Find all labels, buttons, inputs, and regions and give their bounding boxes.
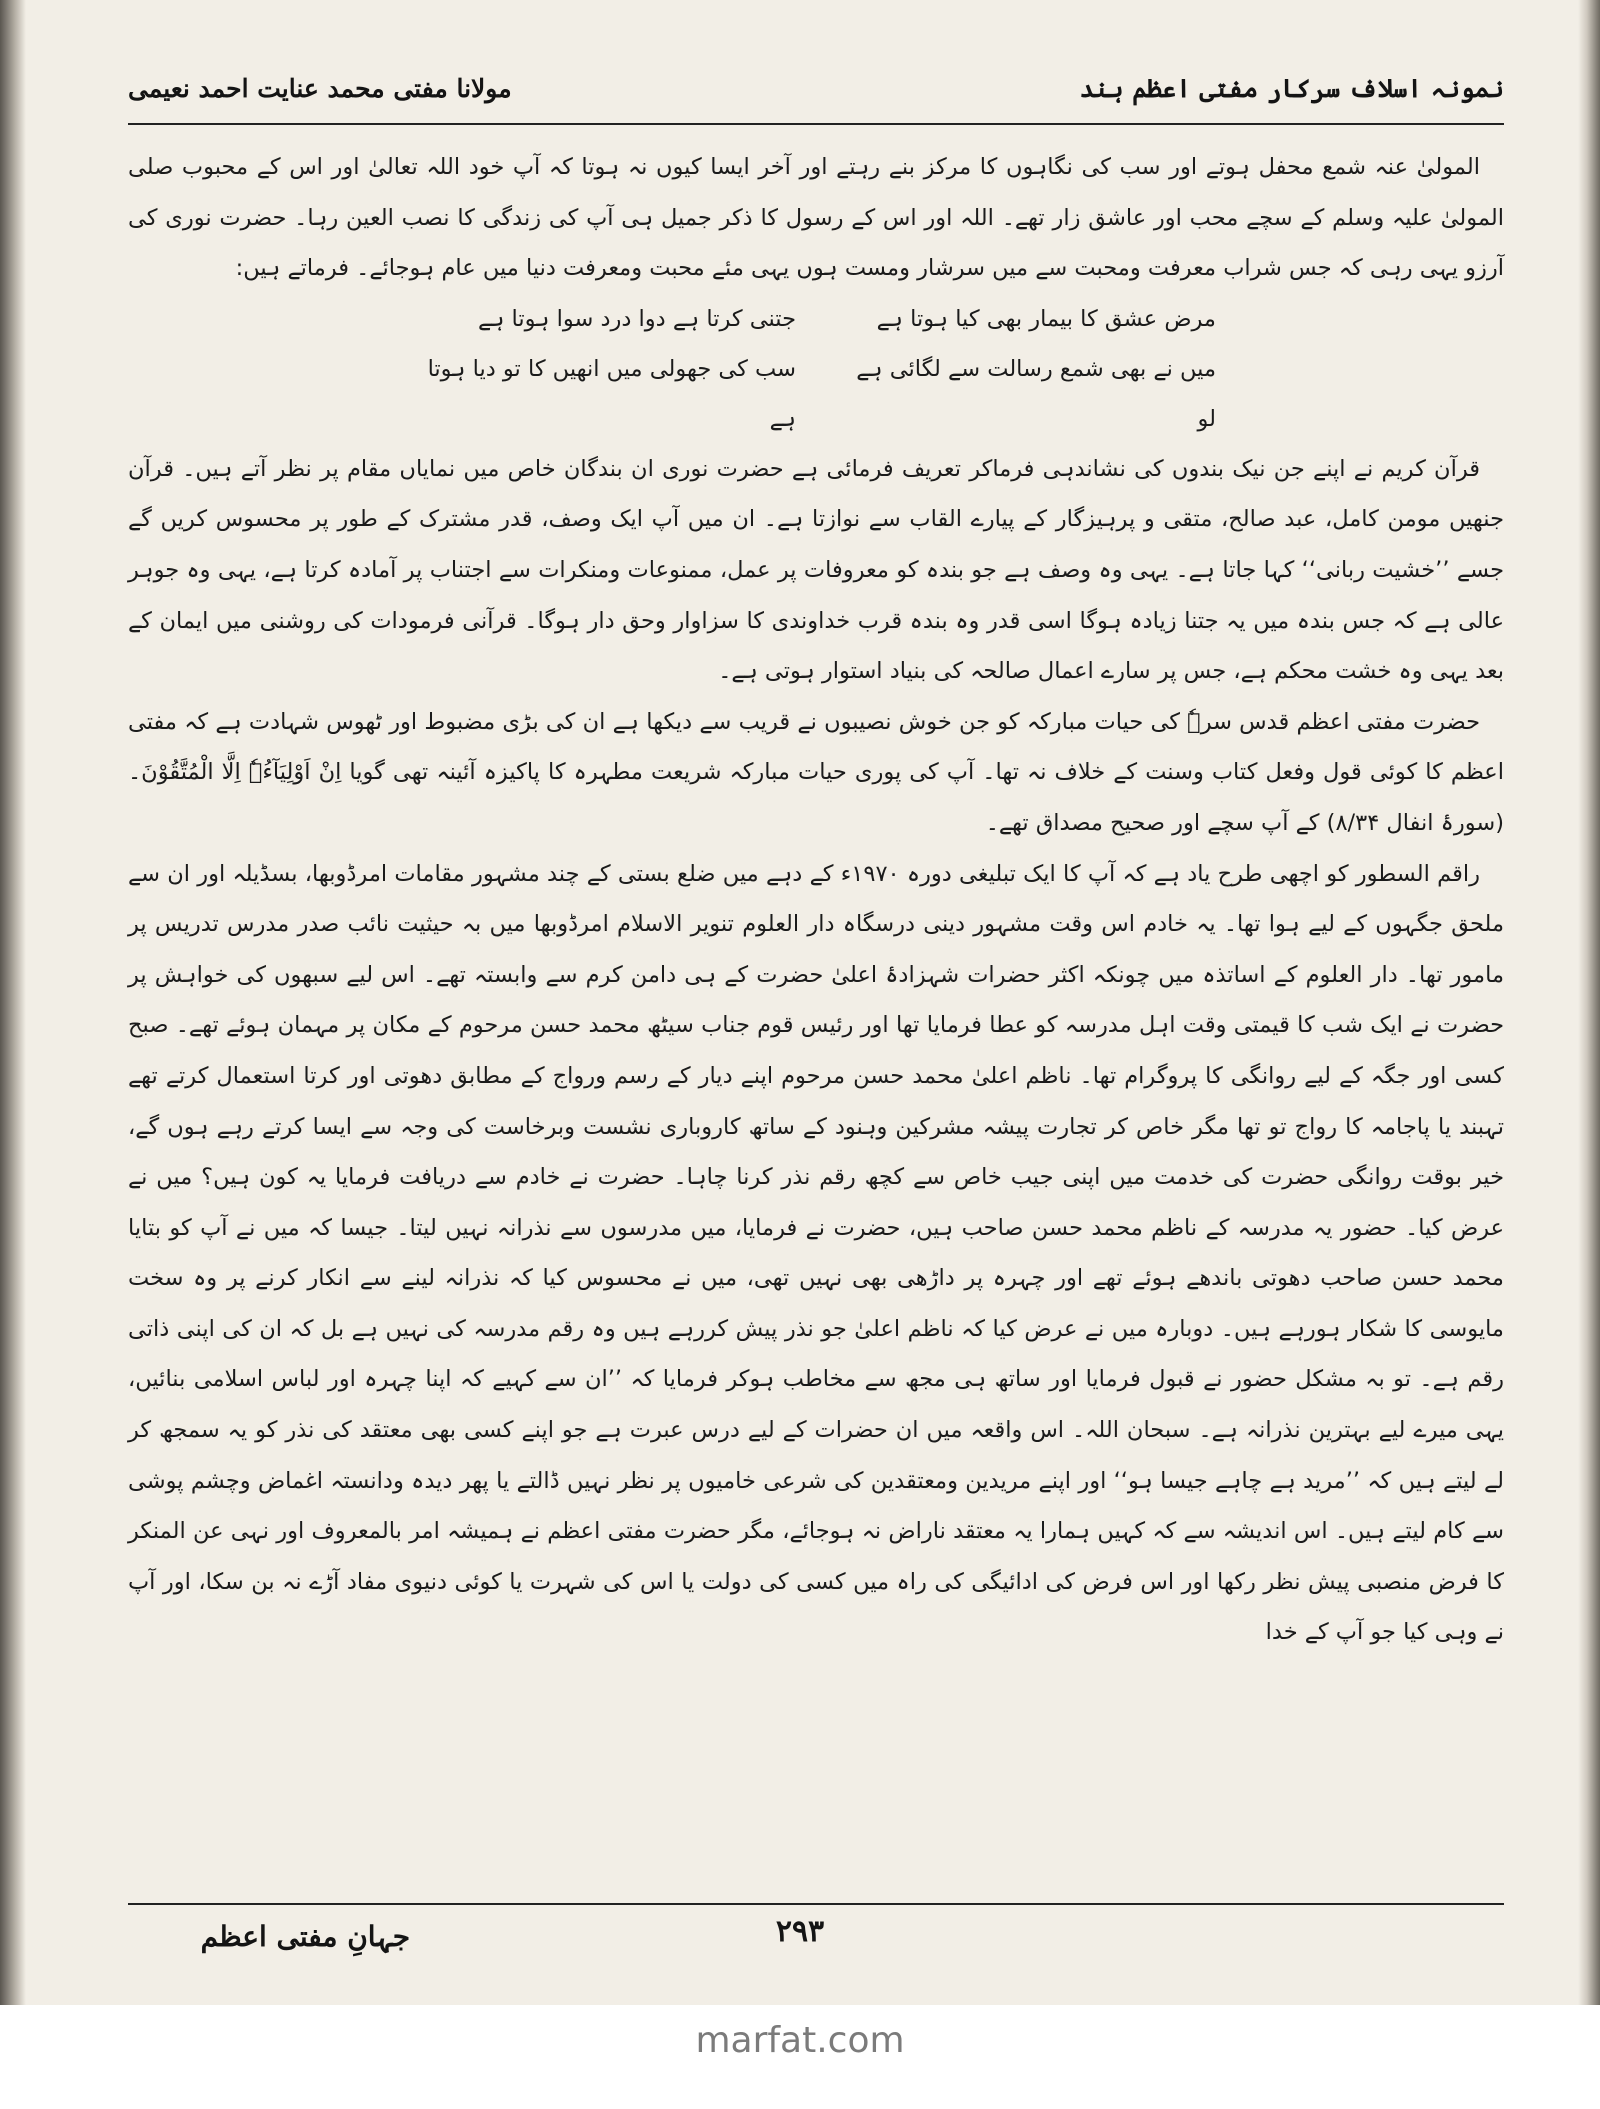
header-divider — [128, 123, 1504, 125]
header-book-title: نمونہ اسلاف سرکار مفتی اعظم ہند — [1079, 73, 1504, 103]
verse-line-2-first-half: میں نے بھی شمع رسالت سے لگائی ہے لو — [856, 355, 1216, 432]
page-edge-shadow-right — [1578, 0, 1600, 2005]
verse-line-1-first-half: مرض عشق کا بیمار بھی کیا ہوتا ہے — [876, 305, 1216, 332]
running-header — [128, 58, 1504, 118]
verse-line-1-second-half: جتنی کرتا ہے دوا درد سوا ہوتا ہے — [478, 305, 796, 332]
site-watermark: marfat.com — [695, 2020, 905, 2061]
paragraph-1: المولیٰ عنہ شمع محفل ہوتے اور سب کی نگاہوں کا مرکز بنے رہتے اور آخر ایسا کیوں نہ ہوتا کہ آپ خود اللہ تعالیٰ اور اس کے محبوب صلی المولیٰ علیہ وسلم کے سچے محب اور عاشق زار تھے۔ اللہ اور اس کے رسول کا ذکر جمیل ہی آپ کی زندگی کا نصب العین رہا۔ حضرت نوری کی آرزو یہی رہی کہ جس شراب معرفت ومحبت سے میں سرشار ومست ہوں یہی مئے محبت ومعرفت دنیا میں عام ہوجائے۔ فرماتے ہیں: — [128, 154, 1504, 282]
verse-line-2-second-half: سب کی جھولی میں انھیں کا تو دیا ہوتا ہے — [427, 355, 796, 432]
page-edge-shadow-left — [0, 0, 26, 2005]
footer-divider — [128, 1903, 1504, 1905]
paragraph-2: قرآن کریم نے اپنے جن نیک بندوں کی نشاندہی فرماکر تعریف فرمائی ہے حضرت نوری ان بندگان خاص میں نمایاں مقام پر نظر آتے ہیں۔ قرآن جنھیں مومن کامل، عبد صالح، متقی و پرہیزگار کے پیارے القاب سے نوازتا ہے۔ ان میں آپ ایک وصف، قدر مشترک کے طور پر محسوس کریں گے جسے ’’خشیت ربانی‘‘ کہا جاتا ہے۔ یہی وہ وصف ہے جو بندہ کو معروفات پر عمل، ممنوعات ومنکرات سے اجتناب پر آمادہ کرتا ہے، یہی وہ جوہر عالی ہے کہ جس بندہ میں یہ جتنا زیادہ ہوگا اسی قدر وہ بندہ قرب خداوندی کا سزاوار وحق دار ہوگا۔ قرآنی فرمودات کی روشنی میں ایمان کے بعد یہی وہ خشت محکم ہے، جس پر سارے اعمال صالحہ کی بنیاد استوار ہوتی ہے۔ — [128, 455, 1504, 685]
poem-verse — [128, 294, 1504, 444]
page-body — [128, 142, 1504, 1658]
paragraph-4: راقم السطور کو اچھی طرح یاد ہے کہ آپ کا ایک تبلیغی دورہ ۱۹۷۰ء کے دہے میں ضلع بستی کے چند مشہور مقامات امرڈوبھا، بسڈیلہ اور ان سے ملحق جگہوں کے لیے ہوا تھا۔ یہ خادم اس وقت مشہور دینی درسگاہ دار العلوم تنویر الاسلام امرڈوبھا میں بہ حیثیت نائب صدر مدرس تدریس پر مامور تھا۔ دار العلوم کے اساتذہ میں چونکہ اکثر حضرات شہزادۂ اعلیٰ حضرت کے ہی دامن کرم سے وابستہ تھے۔ اس لیے سبھوں کی خواہش پر حضرت نے ایک شب کا قیمتی وقت اہل مدرسہ کو عطا فرمایا تھا اور رئیس قوم جناب سیٹھ محمد حسن مرحوم کے مکان پر مہمان ہوئے تھے۔ صبح کسی اور جگہ کے لیے روانگی کا پروگرام تھا۔ ناظم اعلیٰ محمد حسن مرحوم اپنے دیار کے رسم ورواج کے مطابق دھوتی اور کرتا استعمال کرتے تھے تہبند یا پاجامہ کا رواج تو تھا مگر خاص کر تجارت پیشہ مشرکین وہنود کے ساتھ کاروباری نشست وبرخاست کی وجہ سے ایسا کرتے رہے ہوں گے، خیر بوقت روانگی حضرت کی خدمت میں اپنی جیب خاص سے کچھ رقم نذر کرنا چاہا۔ حضرت نے خادم سے دریافت فرمایا یہ کون ہیں؟ میں نے عرض کیا۔ حضور یہ مدرسہ کے ناظم محمد حسن صاحب ہیں، حضرت نے فرمایا، میں مدرسوں سے نذرانہ نہیں لیتا۔ جیسا کہ میں نے آپ کو بتایا محمد حسن صاحب دھوتی باندھے ہوئے تھے اور چہرہ پر داڑھی بھی نہیں تھی، میں نے محسوس کیا کہ نذرانہ لینے سے انکار کرنے پر وہ سخت مایوسی کا شکار ہورہے ہیں۔ دوبارہ میں نے عرض کیا کہ ناظم اعلیٰ جو نذر پیش کررہے ہیں وہ رقم مدرسہ کی نہیں ہے بل کہ ان کی اپنی ذاتی رقم ہے۔ تو بہ مشکل حضور نے قبول فرمایا اور ساتھ ہی مجھ سے مخاطب ہوکر فرمایا کہ ’’ان سے کہیے کہ اپنا چہرہ اور لباس اسلامی بنائیں، یہی میرے لیے بہترین نذرانہ ہے۔ سبحان اللہ۔ اس واقعہ میں ان حضرات کے لیے درس عبرت ہے جو اپنے کسی بھی معتقد کی نذر کو یہ سمجھ کر لے لیتے ہیں کہ ’’مرید ہے چاہے جیسا ہو‘‘ اور اپنے مریدین ومعتقدین کی شرعی خامیوں پر نظر نہیں ڈالتے یا پھر دیدہ ودانستہ اغماض وچشم پوشی سے کام لیتے ہیں۔ اس اندیشہ سے کہ کہیں ہمارا یہ معتقد ناراض نہ ہوجائے، مگر حضرت مفتی اعظم نے ہمیشہ امر بالمعروف اور نہی عن المنکر کا فرض منصبی پیش نظر رکھا اور اس فرض کی ادائیگی کی راہ میں کسی کی دولت یا اس کی شہرت یا کوئی دنیوی مفاد آڑے نہ بن سکا، اور آپ نے وہی کیا جو آپ کے خدا — [128, 860, 1504, 1646]
paragraph-3: حضرت مفتی اعظم قدس سرہٗ کی حیات مبارکہ کو جن خوش نصیبوں نے قریب سے دیکھا ہے ان کی بڑی مضبوط اور ٹھوس شہادت ہے کہ مفتی اعظم کا کوئی قول وفعل کتاب وسنت کے خلاف نہ تھا۔ آپ کی پوری حیات مبارکہ شریعت مطہرہ کا پاکیزہ آئینہ تھی گویا اِنْ اَوْلِیَآءُہٗ اِلَّا الْمُتَّقُوْنَ۔ (سورۂ انفال ۸/۳۴) کے آپ سچے اور صحیح مصداق تھے۔ — [128, 708, 1504, 836]
page-number: ۲۹۳ — [775, 1914, 825, 1949]
footer-book-name: جہانِ مفتی اعظم — [200, 1920, 410, 1953]
header-author: مولانا مفتی محمد عنایت احمد نعیمی — [128, 73, 512, 103]
